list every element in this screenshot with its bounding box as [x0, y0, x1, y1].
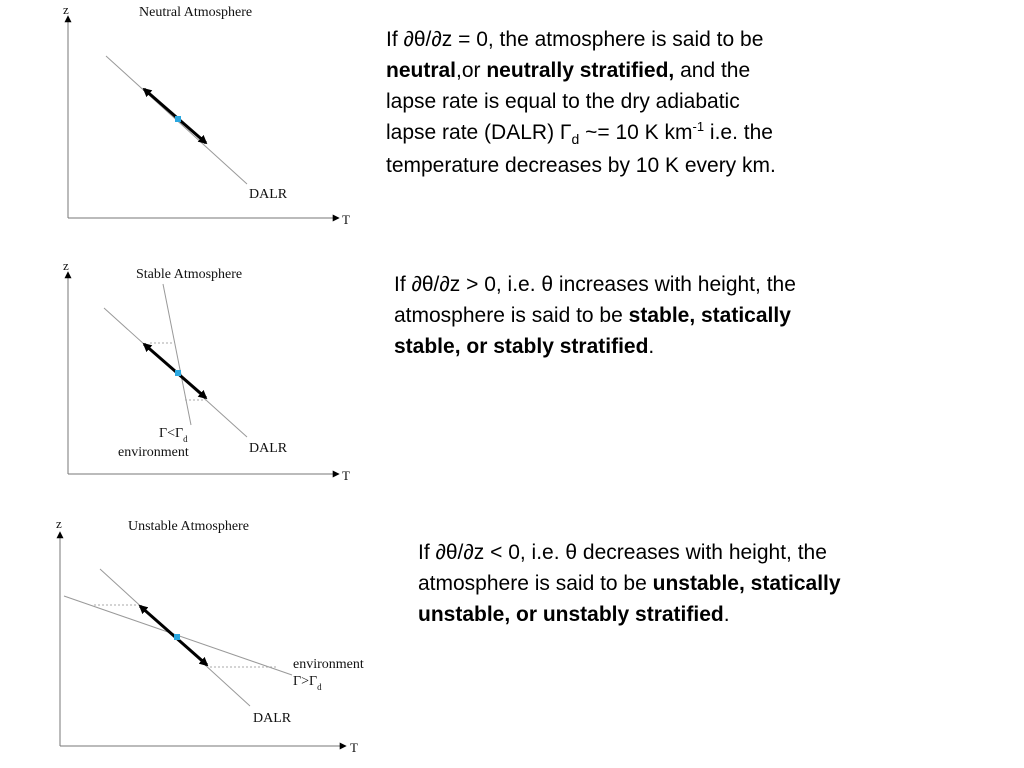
t-axis-label: T: [342, 468, 350, 483]
unstable-description: [418, 537, 841, 630]
gamma-label: $\Gamma<\Gamma_d$: [159, 426, 188, 444]
emphasis: unstable, or unstably stratified: [418, 603, 724, 626]
environment-label: environment: [293, 657, 364, 672]
text-line: stable, or stably stratified.: [394, 335, 655, 358]
diagram-title: Stable Atmosphere: [136, 267, 243, 282]
gamma-label: $\Gamma>\Gamma_d$: [293, 674, 322, 692]
dalr-label: DALR: [249, 187, 288, 202]
t-axis-label: T: [342, 212, 350, 227]
emphasis: unstable, statically: [652, 572, 841, 595]
z-axis-label: z: [63, 258, 69, 273]
neutral-description: [386, 24, 776, 181]
t-axis-label: T: [350, 740, 358, 755]
text-line: lapse rate is equal to the dry adiabatic: [386, 90, 740, 113]
text-line: If ∂θ/∂z = 0, the atmosphere is said to be: [386, 28, 764, 51]
diagram-title: Neutral Atmosphere: [139, 5, 253, 20]
z-axis-label: z: [56, 516, 62, 531]
text-line: neutral,or neutrally stratified, and the: [386, 59, 751, 82]
dalr-label: DALR: [253, 711, 292, 726]
diagram-title: Unstable Atmosphere: [128, 519, 249, 534]
z-axis-label: z: [63, 2, 69, 17]
dalr-label: DALR: [249, 441, 288, 456]
text-line: atmosphere is said to be stable, statically: [394, 304, 791, 327]
neutral-diagram: [63, 2, 350, 227]
text-line: unstable, or unstably stratified.: [418, 603, 730, 626]
environment-line: [163, 284, 191, 425]
emphasis: neutrally stratified,: [486, 59, 675, 82]
stable-description: [394, 269, 796, 362]
emphasis: neutral: [386, 59, 457, 82]
text-line: lapse rate (DALR) $\Gamma_d$ ~= 10 K $km^{-1}$ i.e. the: [386, 119, 773, 147]
air-parcel: [175, 370, 181, 376]
air-parcel: [174, 634, 180, 640]
text-line: If ∂θ/∂z > 0, i.e. θ increases with height, the: [394, 273, 796, 296]
stable-diagram: [63, 258, 350, 483]
unstable-diagram: [56, 516, 364, 755]
environment-label: environment: [118, 445, 189, 460]
emphasis: stable, or stably stratified: [394, 335, 649, 358]
text-line: atmosphere is said to be unstable, statically: [418, 572, 841, 595]
text-line: temperature decreases by 10 K every km.: [386, 154, 776, 177]
parcel-arrow: [140, 606, 207, 665]
text-line: If ∂θ/∂z < 0, i.e. θ decreases with height, the: [418, 541, 827, 564]
air-parcel: [175, 116, 181, 122]
emphasis: stable, statically: [628, 304, 791, 327]
